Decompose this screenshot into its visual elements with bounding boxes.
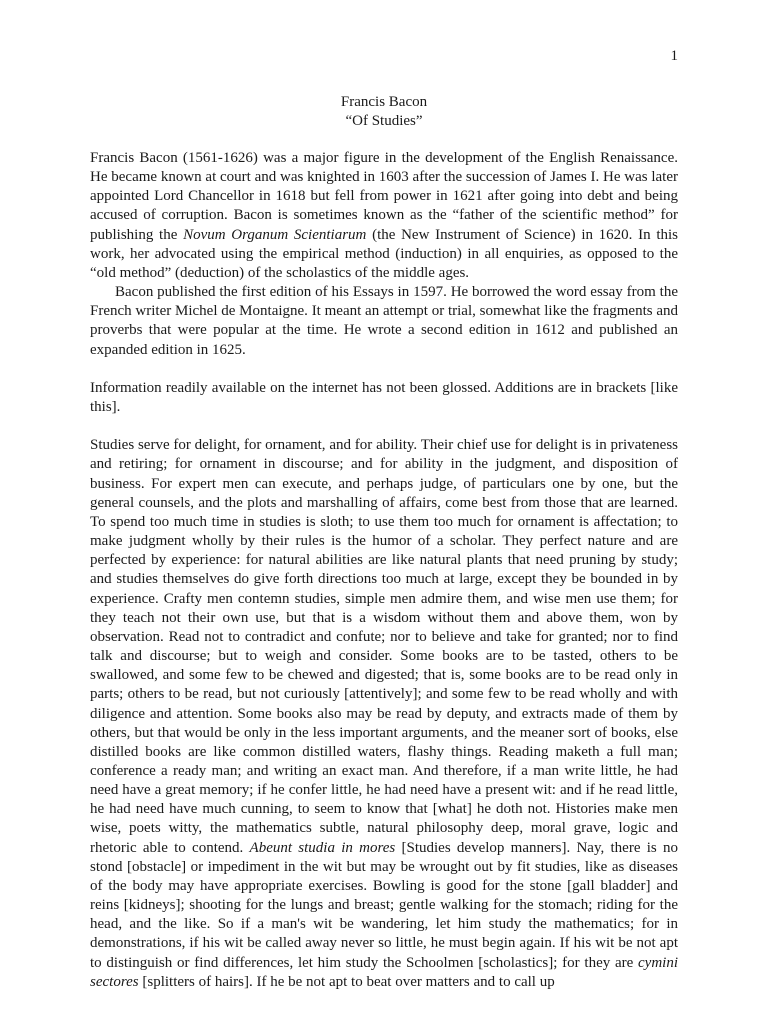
intro-text-1: Francis Bacon (1561-1626) was a major figure in the development of the English Renaissance. He became known at court and was knighted in 1603 after the succession of James I. He was later appointed Lord Chancellor in 1618 but fell from power in 1621 after going into debt and being accused of corruption. Bacon is sometimes known as the “father of the scientific method” for publishing the [90, 150, 678, 243]
intro-paragraph [90, 149, 678, 283]
essays-paragraph: Bacon published the first edition of his Essays in 1597. He borrowed the word essay from the French writer Michel de Montaigne. It meant an attempt or trial, somewhat like the fragments and proverbs that were popular at the time. He wrote a second edition in 1612 and published an expanded edition in 1625. [90, 284, 678, 358]
page-number: 1 [670, 48, 678, 64]
note-paragraph: Information readily available on the internet has not been glossed. Additions are in brackets [like this]. [90, 379, 678, 416]
title-block [90, 93, 678, 131]
main-text-paragraph [90, 436, 678, 992]
intro-italic-title: Novum Organum Scientiarum [183, 226, 367, 243]
main-text-3: [splitters of hairs]. If he be not apt to beat over matters and to call up [138, 973, 555, 990]
essay-title: “Of Studies” [345, 113, 423, 129]
main-text-2: [Studies develop manners]. Nay, there is no stond [obstacle] or impediment in the wit but may be wrought out by fit studies, like as diseases of the body may have appropriate exercises. Bowling is good for the stone [gall bladder] and reins [kidneys]; shooting for the lungs and breast; gentle walking for the stomach; riding for the head, and the like. So if a man's wit be wandering, let him study the mathematics; for in demonstrations, if his wit be called away never so little, he must begin again. If his wit be not apt to distinguish or find differences, let him study the Schoolmen [scholastics]; for they are [90, 839, 678, 971]
main-italic-1: Abeunt studia in mores [249, 839, 396, 856]
body-text [90, 149, 678, 992]
main-text-1: Studies serve for delight, for ornament, and for ability. Their chief use for delight is in privateness and retiring; for ornament in discourse; and for ability in the judgment, and disposition of business. For expert men can execute, and perhaps judge, of particulars one by one, but the general counsels, and the plots and marshalling of affairs, come best from those that are learned. To spend too much time in studies is sloth; to use them too much for ornament is affectation; to make judgment wholly by their rules is the humor of a scholar. They perfect nature and are perfected by experience: for natural abilities are like natural plants that need pruning by study; and studies themselves do give forth directions too much at large, except they be bounded in by experience. Crafty men contemn studies, simple men admire them, and wise men use them; for they teach not their own use, but that is a wisdom without them and above them, won by observation. Read not to contradict and confute; nor to believe and take for granted; nor to find talk and discourse; but to weigh and consider. Some books are to be tasted, others to be swallowed, and some few to be chewed and digested; that is, some books are to be read only in parts; others to be read, but not curiously [attentively]; and some few to be read wholly and with diligence and attention. Some books also may be read by deputy, and extracts made of them by others, but that would be only in the less important arguments, and the meaner sort of books, else distilled books are like common distilled waters, flashy things. Reading maketh a full man; conference a ready man; and writing an exact man. And therefore, if a man write little, he had need have a great memory; if he confer little, he had need have a present wit: and if he read little, he had need have much cunning, to seem to know that [what] he doth not. Histories make men wise, poets witty, the mathematics subtle, natural philosophy deep, moral grave, logic and rhetoric able to contend. [90, 437, 678, 856]
main-italic-2: cymini sectores [90, 954, 678, 990]
author-title: Francis Bacon [340, 94, 428, 110]
intro-text-2: (the New Instrument of Science) in 1620. In this work, her advocated using the empirical method (induction) in all enquiries, as opposed to the “old method” (deduction) of the scholastics of the middle ages. [90, 226, 678, 281]
